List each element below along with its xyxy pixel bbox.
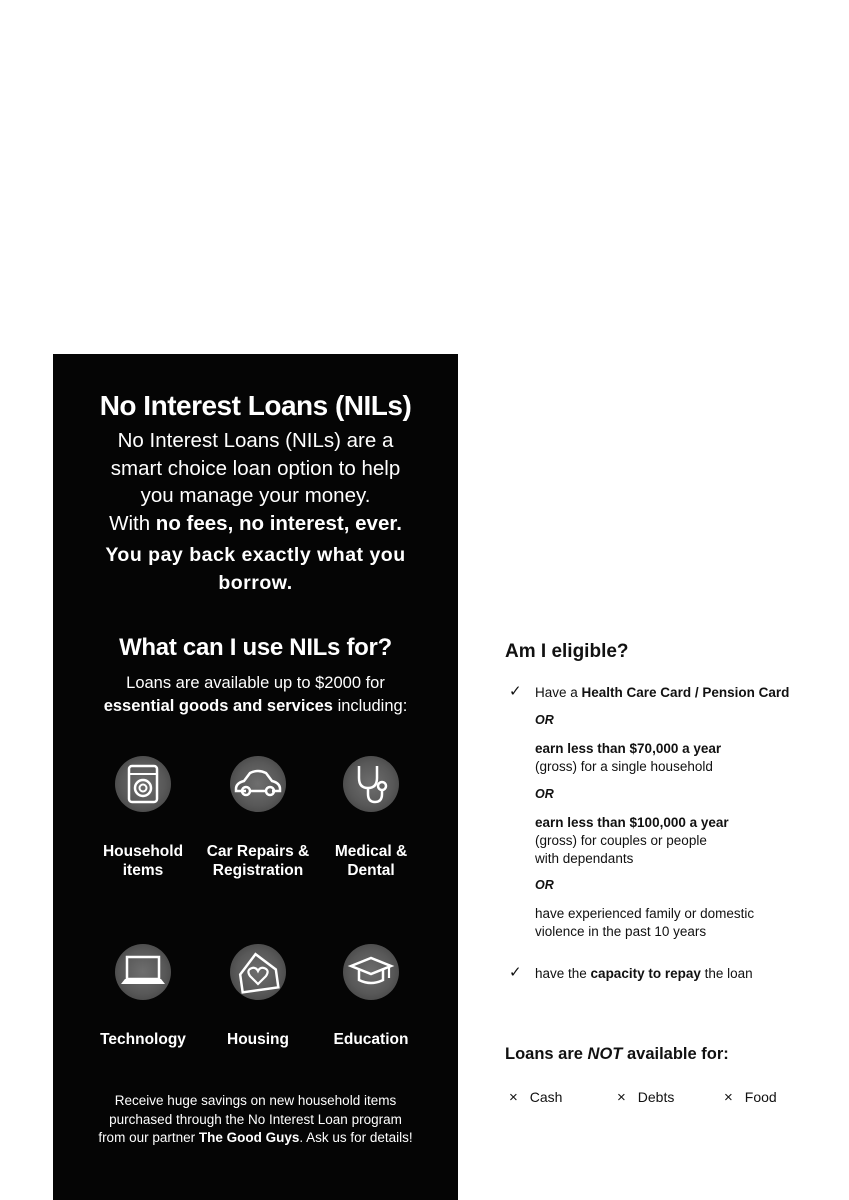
cross-icon: ×: [509, 1089, 518, 1106]
or-label: OR: [535, 713, 554, 727]
avail-line: [53, 695, 458, 718]
category-car: [198, 756, 318, 880]
intro-line: No Interest Loans (NILs) are a: [117, 429, 394, 452]
intro-line: [53, 510, 458, 538]
partner-name: The Good Guys: [198, 1130, 300, 1145]
title-prefix: Loans are: [505, 1045, 588, 1063]
payback-text: You pay back exactly what you borrow.: [105, 544, 406, 594]
or-label: OR: [535, 878, 554, 892]
criterion-line: violence in the past 10 years: [535, 924, 707, 939]
criterion-repay: [535, 965, 753, 983]
category-medical: [311, 756, 431, 880]
title-italic: NOT: [587, 1045, 623, 1063]
criterion-prefix: Have a: [535, 685, 582, 700]
criterion-bold: capacity to repay: [590, 966, 701, 981]
footer-line: [73, 1129, 438, 1148]
category-label: Technology: [100, 1031, 186, 1048]
check-icon: ✓: [509, 964, 522, 981]
category-label: Medical & Dental: [334, 843, 408, 879]
criterion-family-violence: [535, 905, 754, 941]
panel-title: No Interest Loans (NILs): [99, 390, 412, 421]
excluded-item: [617, 1089, 674, 1106]
footer-line: Receive huge savings on new household items: [114, 1093, 397, 1108]
category-label: Car Repairs & Registration: [206, 843, 310, 879]
category-household: [83, 756, 203, 880]
cross-icon: ×: [724, 1089, 733, 1106]
excluded-label: Cash: [529, 1089, 563, 1105]
excluded-label: Debts: [637, 1089, 675, 1105]
criterion-card: [535, 684, 789, 702]
avail-line: Loans are available up to $2000 for: [126, 674, 385, 692]
stethoscope-icon: [343, 756, 399, 812]
criterion-bold: earn less than $100,000 a year: [535, 815, 729, 830]
criterion-prefix: have the: [535, 966, 591, 981]
laptop-icon: [115, 944, 171, 1000]
availability-text: [53, 672, 458, 718]
criterion-couple-income: [535, 814, 729, 868]
footer-suffix: . Ask us for details!: [299, 1130, 413, 1145]
excluded-item: [509, 1089, 562, 1106]
criterion-bold: earn less than $70,000 a year: [535, 741, 722, 756]
avail-bold: essential goods and services: [103, 697, 333, 715]
graduation-cap-icon: [343, 944, 399, 1000]
intro-line: you manage your money.: [140, 484, 371, 507]
criterion-line: have experienced family or domestic: [535, 906, 755, 921]
avail-rest: including:: [332, 697, 408, 715]
eligibility-title: Am I eligible?: [505, 641, 629, 662]
intro-prefix: With: [109, 511, 156, 535]
footer-prefix: from our partner: [98, 1130, 199, 1145]
criterion-bold: Health Care Card / Pension Card: [581, 685, 790, 700]
criterion-single-income: [535, 740, 721, 776]
criterion-suffix: the loan: [700, 966, 753, 981]
category-label: Housing: [227, 1031, 289, 1048]
category-housing: [198, 944, 318, 1049]
criterion-rest: (gross) for couples or people: [535, 833, 707, 848]
category-technology: [83, 944, 203, 1049]
partner-footer: [73, 1092, 438, 1148]
criterion-rest: (gross) for a single household: [535, 759, 713, 774]
intro-bold: no fees, no interest, ever.: [155, 511, 402, 535]
washing-machine-icon: [115, 756, 171, 812]
nils-info-panel: [53, 354, 458, 1200]
cross-icon: ×: [617, 1089, 626, 1106]
house-heart-icon: [230, 944, 286, 1000]
or-label: OR: [535, 787, 554, 801]
category-education: [311, 944, 431, 1049]
car-icon: [230, 756, 286, 812]
criterion-rest: with dependants: [535, 851, 634, 866]
intro-text: [53, 427, 458, 537]
check-icon: ✓: [509, 683, 522, 700]
category-label: Household items: [102, 843, 184, 879]
category-label: Education: [333, 1031, 409, 1048]
excluded-label: Food: [744, 1089, 777, 1105]
footer-line: purchased through the No Interest Loan program: [109, 1111, 402, 1127]
excluded-item: [724, 1089, 777, 1106]
uses-heading: What can I use NILs for?: [119, 634, 392, 661]
title-suffix: available for:: [622, 1045, 729, 1063]
intro-line: smart choice loan option to help: [110, 456, 401, 480]
not-available-title: [505, 1045, 729, 1064]
